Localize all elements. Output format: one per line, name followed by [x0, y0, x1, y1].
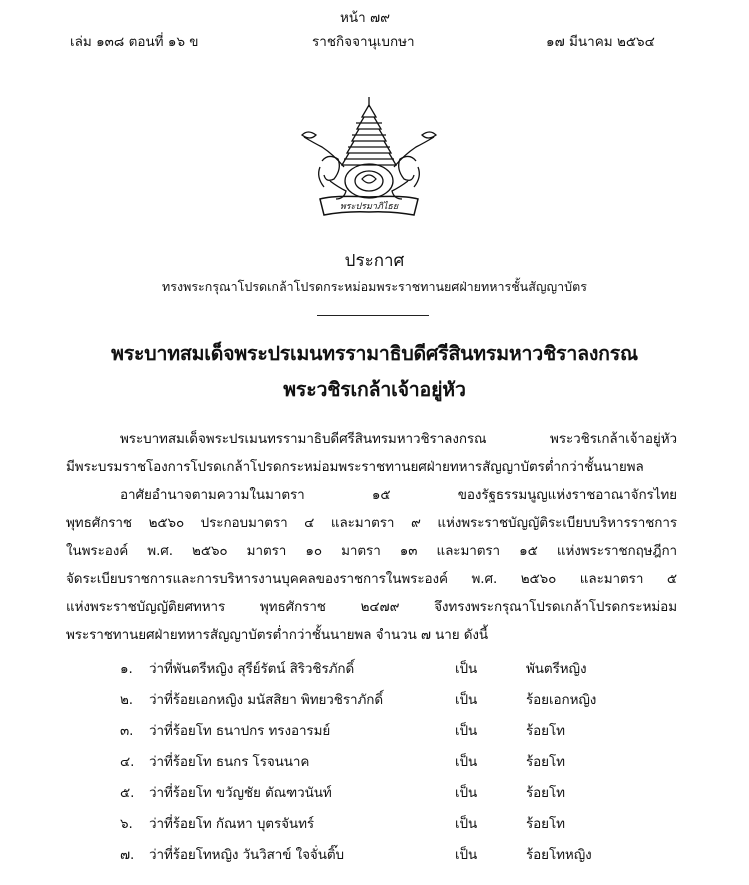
item-number: ๗. — [120, 847, 135, 863]
item-number: ๕. — [120, 785, 135, 801]
gazette-name: ราชกิจจานุเบกษา — [312, 34, 415, 50]
title-divider — [317, 315, 429, 316]
item-name: ว่าที่ร้อยโท ธนกร โรจนนาค — [149, 754, 310, 770]
item-number: ๔. — [120, 754, 135, 770]
paragraph-2-line: แห่งพระราชบัญญัติยศทหาร พุทธศักราช ๒๔๗๙ จึงทรงพระกรุณาโปรดเกล้าโปรดกระหม่อม — [66, 599, 677, 615]
paragraph-1-line: มีพระบรมราชโองการโปรดเกล้าโปรดกระหม่อมพระราชทานยศฝ่ายทหารสัญญาบัตรต่ำกว่าชั้นนายพล — [66, 459, 644, 475]
item-number: ๓. — [120, 723, 134, 739]
king-name-line1: พระบาทสมเด็จพระปรเมนทรรามาธิบดีศรีสินทรมหาวชิราลงกรณ — [111, 342, 638, 365]
item-name: ว่าที่ร้อยโท ขวัญชัย ตัณฑวนันท์ — [149, 785, 332, 801]
announcement-subtitle: ทรงพระกรุณาโปรดเกล้าโปรดกระหม่อมพระราชทานยศฝ่ายทหารชั้นสัญญาบัตร — [162, 279, 587, 294]
item-rank: ร้อยเอกหญิง — [526, 692, 597, 708]
royal-emblem-icon — [294, 95, 444, 225]
item-number: ๖. — [120, 816, 133, 832]
item-rank: ร้อยโท — [526, 816, 565, 832]
item-rank: ร้อยโทหญิง — [526, 847, 592, 863]
paragraph-2-line: ในพระองค์ พ.ศ. ๒๕๖๐ มาตรา ๑๐ มาตรา ๑๓ และมาตรา ๑๕ แห่งพระราชกฤษฎีกา — [66, 543, 677, 559]
publication-date: ๑๗ มีนาคม ๒๕๖๔ — [546, 34, 655, 50]
item-name: ว่าที่ร้อยโท ธนาปกร ทรงอารมย์ — [149, 723, 331, 739]
item-be: เป็น — [455, 816, 478, 832]
item-rank: ร้อยโท — [526, 754, 565, 770]
paragraph-2-line: พระราชทานยศฝ่ายทหารสัญญาบัตรต่ำกว่าชั้นนายพล จำนวน ๗ นาย ดังนี้ — [66, 627, 489, 643]
item-be: เป็น — [455, 692, 478, 708]
paragraph-2-line: จัดระเบียบราชการและการบริหารงานบุคคลของราชการในพระองค์ พ.ศ. ๒๕๖๐ และมาตรา ๕ — [66, 571, 677, 587]
item-be: เป็น — [455, 785, 478, 801]
announcement-title: ประกาศ — [344, 251, 405, 271]
item-be: เป็น — [455, 661, 478, 677]
item-number: ๒. — [120, 692, 133, 708]
item-name: ว่าที่พันตรีหญิง สุรีย์รัตน์ สิริวชิรภักดิ์ — [149, 661, 355, 677]
page-number: หน้า ๗๙ — [340, 10, 391, 26]
paragraph-2-line: พุทธศักราช ๒๕๖๐ ประกอบมาตรา ๔ และมาตรา ๙ แห่งพระราชบัญญัติระเบียบบริหารราชการ — [66, 515, 677, 531]
item-be: เป็น — [455, 754, 478, 770]
item-number: ๑. — [120, 661, 133, 677]
item-rank: ร้อยโท — [526, 723, 565, 739]
item-rank: ร้อยโท — [526, 785, 565, 801]
item-be: เป็น — [455, 847, 478, 863]
item-name: ว่าที่ร้อยโท กัณหา บุตรจันทร์ — [149, 816, 315, 832]
volume-issue: เล่ม ๑๓๘ ตอนที่ ๑๖ ข — [70, 34, 199, 50]
svg-text:พระปรมาภิไธย: พระปรมาภิไธย — [339, 202, 399, 212]
paragraph-1-line: พระบาทสมเด็จพระปรเมนทรรามาธิบดีศรีสินทรมหาวชิราลงกรณ พระวชิรเกล้าเจ้าอยู่หัว — [120, 431, 677, 447]
king-name-line2: พระวชิรเกล้าเจ้าอยู่หัว — [283, 378, 466, 401]
item-name: ว่าที่ร้อยโทหญิง วันวิสาข์ ใจจั่นติ๊บ — [149, 847, 344, 863]
paragraph-2-line: อาศัยอำนาจตามความในมาตรา ๑๕ ของรัฐธรรมนูญแห่งราชอาณาจักรไทย — [120, 487, 677, 503]
item-rank: พันตรีหญิง — [526, 661, 587, 677]
item-name: ว่าที่ร้อยเอกหญิง มนัสสิยา พิทยวชิราภักดิ์ — [149, 692, 384, 708]
item-be: เป็น — [455, 723, 478, 739]
